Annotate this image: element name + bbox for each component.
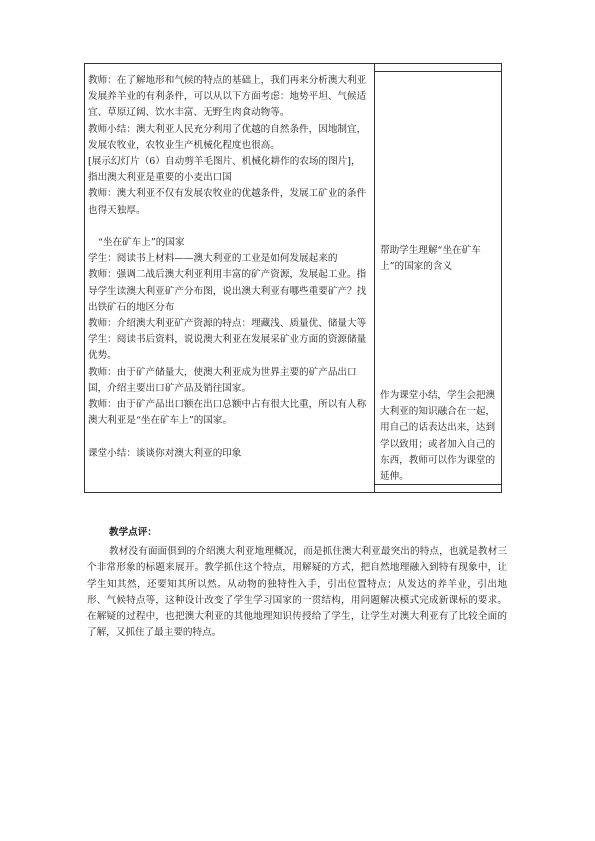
- teaching-paragraph: 学生：阅读书后资料，说说澳大利亚在发展采矿业方面的资源储量优势。: [88, 334, 367, 362]
- paragraph-gap: [88, 429, 369, 445]
- design-intent-note: 帮助学生理解“坐在矿车上”的国家的含义: [380, 245, 481, 273]
- teaching-paragraph: 教师：在了解地形和气候的特点的基础上，我们再来分析澳大利亚发展养羊业的有利条件，可以从以下方面考虑：地势平坦、气候适宜、草原辽阔、饮水丰富、无野生肉食动物等。: [88, 75, 367, 119]
- lesson-table: [84, 63, 502, 493]
- teaching-paragraph: 教师：由于矿产储量大，使澳大利亚成为世界主要的矿产品出口国，介绍主要出口矿产品及销往国家。: [88, 366, 357, 394]
- section-heading: “坐在矿车上”的国家: [98, 237, 185, 249]
- teaching-paragraph: 教师小结：澳大利亚人民充分利用了优越的自然条件，因地制宜，发展农牧业，农牧业生产机械化程度也很高。: [88, 123, 367, 151]
- teaching-paragraph: 教师：强调二战后澳大利亚利用丰富的矿产资源，发展起工业。指导学生读澳大利亚矿产分布图，说出澳大利亚有哪些重要矿产？找出铁矿石的地区分布: [88, 269, 367, 313]
- review-title: 教学点评：: [109, 527, 157, 538]
- column-divider: [374, 64, 375, 492]
- teaching-paragraph: 教师：澳大利亚不仅有发展农牧业的优越条件，发展工矿业的条件也得天独厚。: [88, 188, 367, 216]
- teaching-paragraph: 学生：阅读书上材料——澳大利亚的工业是如何发展起来的: [88, 253, 338, 265]
- lesson-summary: 课堂小结：谈谈你对澳大利亚的印象: [88, 447, 242, 459]
- paragraph-gap: [88, 219, 369, 235]
- teaching-paragraph: [展示幻灯片（6）自动剪羊毛图片、机械化耕作的农场的图片]，指出澳大利亚是重要的小麦出口国: [88, 156, 361, 184]
- teaching-paragraph: 教师：介绍澳大利亚矿产资源的特点：埋藏浅、质量优、储量大等: [88, 318, 367, 330]
- review-body: 教材没有面面俱到的介绍澳大利亚地理概况，而是抓住澳大利亚最突出的特点，也就是教材三个非常形象的标题来展开。教学抓住这个特点，用解疑的方式，把自然地理融入到特有现象中，让学生知其然，还要知其所以然。从动物的独特性入手，引出位置特点；从发达的养羊业，引出地形、气候特点等，这种设计改变了学生学习国家的一贯结构，用问题解决模式完成新课标的要求。在解疑的过程中，也把澳大利亚的其他地理知识传授给了学生，让学生对澳大利亚有了比较全面的了解，又抓住了最主要的特点。: [87, 546, 507, 639]
- teaching-paragraph: 教师：由于矿产品出口额在出口总额中占有很大比重，所以有人称澳大利亚是“坐在矿车上”的国家。: [88, 399, 367, 427]
- design-intent-note: 作为课堂小结，学生会把澳大利亚的知识融合在一起，用自己的话表达出来，达到学以致用；或者加入自己的东西，教师可以作为课堂的延伸。: [380, 390, 496, 483]
- row-divider-top: [374, 71, 501, 72]
- teaching-process-column: [88, 73, 369, 462]
- teaching-review: [87, 525, 507, 641]
